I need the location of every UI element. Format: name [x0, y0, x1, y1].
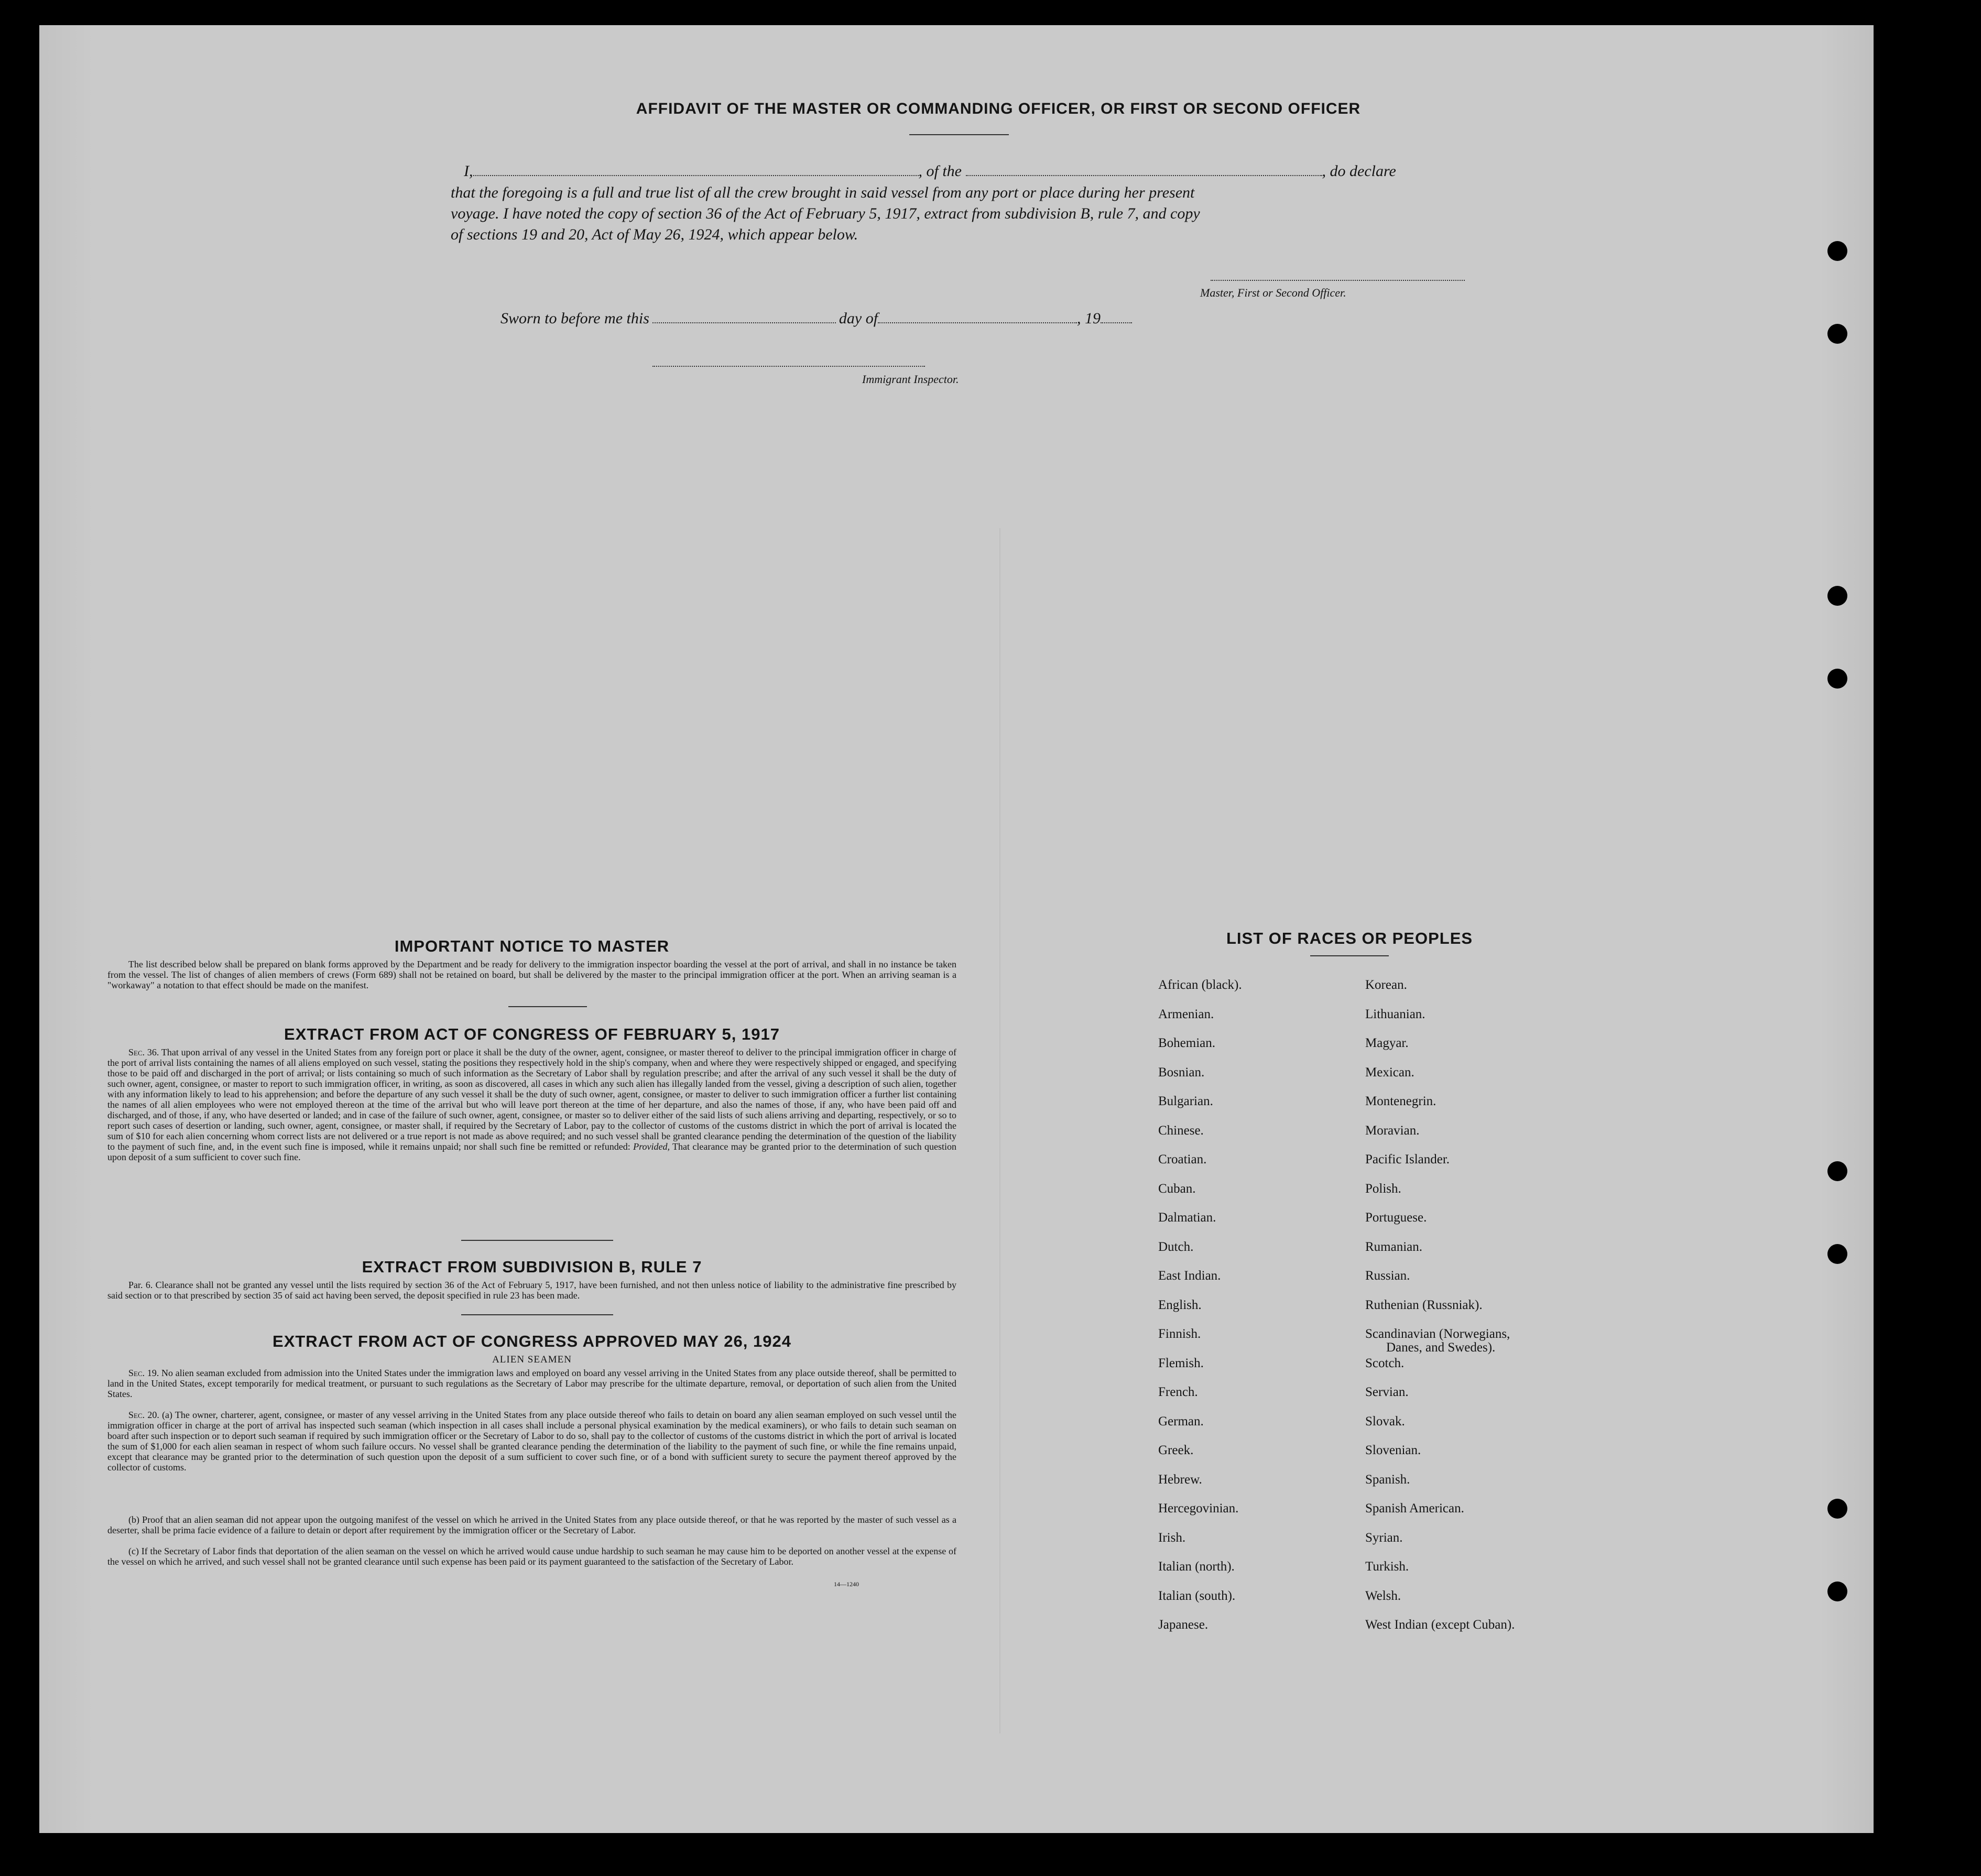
race-entry: Mexican. [1365, 1065, 1414, 1079]
notice-title: IMPORTANT NOTICE TO MASTER [394, 937, 670, 955]
form-number: 14—1240 [834, 1580, 859, 1588]
race-entry: Bosnian. [1158, 1065, 1205, 1079]
race-entry: Servian. [1365, 1385, 1409, 1399]
race-entry: French. [1158, 1385, 1198, 1399]
race-entry-continuation: Danes, and Swedes). [1386, 1340, 1496, 1355]
race-entry: Moravian. [1365, 1123, 1420, 1138]
punch-hole [1827, 1244, 1847, 1264]
race-entry: African (black). [1158, 978, 1242, 992]
extract-1917-text [107, 1047, 956, 1162]
race-entry: Russian. [1365, 1269, 1410, 1283]
inspector-signature-label: Immigrant Inspector. [862, 373, 959, 386]
document-page [39, 25, 1874, 1833]
punch-hole [1827, 1581, 1847, 1601]
race-entry: Ruthenian (Russniak). [1365, 1297, 1483, 1312]
race-entry: West Indian (except Cuban). [1365, 1618, 1515, 1632]
race-entry: Hercegovinian. [1158, 1501, 1239, 1515]
races-title: LIST OF RACES OR PEOPLES [1226, 929, 1473, 947]
affidavit-line-3: voyage. I have noted the copy of section 36 of the Act of February 5, 1917, extract from subdivision B, rule 7, and copy [451, 205, 1200, 222]
race-entry: Croatian. [1158, 1152, 1207, 1166]
punch-hole [1827, 1161, 1847, 1181]
sec-20b-text: (b) Proof that an alien seaman did not appear upon the outgoing manifest of the vessel on which he arrived in the United States from any place outside thereof, or that he was reported by the master of such vessel as a deserter, shall be prima facie evidence of a failure to detain or deport after requirement by the immigration officer or the Secretary of Labor. [107, 1514, 956, 1535]
punch-hole [1827, 241, 1847, 261]
sec-36-proviso: That clearance may be granted prior to the determination of such question upon deposit of a sum sufficient to cover such fine. [107, 1141, 956, 1162]
sec-20c-text: (c) If the Secretary of Labor finds that deportation of the alien seaman on the vessel on which he arrived would cause undue hardship to such seaman he may cause him to be deported on another vessel at the expense of the vessel on which he arrived, and such vessel shall not be granted clearance until such expense has been paid or its payment guaranteed to the satisfaction of the Secretary of Labor. [107, 1546, 956, 1567]
race-entry: Slovenian. [1365, 1443, 1421, 1457]
race-entry: Armenian. [1158, 1007, 1214, 1021]
race-entry: Turkish. [1365, 1559, 1409, 1574]
race-entry: Montenegrin. [1365, 1094, 1436, 1108]
race-entry: Portuguese. [1365, 1210, 1427, 1225]
race-entry: Bulgarian. [1158, 1094, 1213, 1108]
sec-19-label: Sec. 19. [128, 1368, 159, 1378]
notice-divider [508, 1006, 587, 1007]
rule-7-text: Par. 6. Clearance shall not be granted any vessel until the lists required by section 36 of the Act of February 5, 1917, have been furnished, and not then unless notice of liability to the administrative fine prescribed by said section or to that prescribed by section 35 of said act having been served, the deposit specified in rule 23 has been made. [107, 1280, 956, 1301]
sec-20-label: Sec. 20. [128, 1410, 159, 1420]
provided-label: Provided, [633, 1141, 670, 1152]
race-entry: Welsh. [1365, 1588, 1401, 1603]
race-entry: Greek. [1158, 1443, 1194, 1457]
race-entry: Magyar. [1365, 1036, 1409, 1050]
race-entry: Flemish. [1158, 1356, 1204, 1370]
race-entry: Cuban. [1158, 1181, 1196, 1196]
race-entry: Lithuanian. [1365, 1007, 1425, 1021]
race-entry: Spanish American. [1365, 1501, 1464, 1515]
race-entry: Rumanian. [1365, 1239, 1423, 1254]
sworn-label: Sworn to before me this [500, 310, 649, 327]
sec-19-text: Sec. 19. No alien seaman excluded from admission into the United States under the immigration laws and employed on board any vessel arriving in the United States from any place outside thereof, shall be permitted to land in the United States, except temporarily for medical treatment, or pursuant to such regulations as the Secretary of Labor may prescribe for the ultimate departure, removal, or deportation of such alien from the United States. [107, 1368, 957, 1399]
extract-1917-title: EXTRACT FROM ACT OF CONGRESS OF FEBRUARY 5, 1917 [284, 1025, 780, 1043]
race-entry: Polish. [1365, 1181, 1401, 1196]
race-entry: Japanese. [1158, 1618, 1209, 1632]
race-entry: German. [1158, 1414, 1204, 1428]
race-entry: Scotch. [1365, 1356, 1405, 1370]
punch-hole [1827, 324, 1847, 344]
affidavit-line-4: of sections 19 and 20, Act of May 26, 1924, which appear below. [451, 226, 858, 243]
do-declare-label: , do declare [1322, 162, 1396, 180]
race-entry: Slovak. [1365, 1414, 1405, 1428]
page-fold [999, 528, 1000, 1733]
inspector-signature-line [652, 366, 925, 367]
race-entry: Finnish. [1158, 1327, 1201, 1341]
race-entry: Spanish. [1365, 1472, 1410, 1487]
race-entry: Syrian. [1365, 1530, 1403, 1545]
race-entry: Pacific Islander. [1365, 1152, 1450, 1166]
punch-hole [1827, 586, 1847, 606]
extract-1924-title: EXTRACT FROM ACT OF CONGRESS APPROVED MAY 26, 1924 [273, 1332, 791, 1350]
affidavit-title-underline [909, 134, 1009, 135]
sec-20a-text: Sec. 20. (a) The owner, charterer, agent, consignee, or master of any vessel arriving in the United States from any place outside thereof who fails to detain on board any alien seaman employed on such vessel until the immigration officer in charge at the port of arrival has inspected such seaman (which inspection in all cases shall include a personal physical examination by the medical examiners), or who fails to detain such seaman on board after such inspection or to deport such seaman if required by such immigration officer or the Secretary of Labor to do so, shall pay to the collector of customs of the customs district in which the port of arrival is located the sum of $1,000 for each alien seaman in respect of whom such failure occurs. No vessel shall be granted clearance pending the determination of the liability to the payment of such fine, or while the fine remains unpaid, except that clearance may be granted prior to the determination of such question upon the deposit of a sum sufficient to cover such fine, or of a bond with sufficient surety to secure the payment thereof approved by the collector of customs. [107, 1410, 957, 1473]
race-entry: East Indian. [1158, 1269, 1221, 1283]
day-of-label: day of [839, 310, 878, 327]
extract-1917-divider [461, 1240, 613, 1241]
punch-hole [1827, 669, 1847, 689]
race-entry: Bohemian. [1158, 1036, 1216, 1050]
affidavit-title: AFFIDAVIT OF THE MASTER OR COMMANDING OFFICER, OR FIRST OR SECOND OFFICER [636, 100, 1361, 117]
rule-7-title: EXTRACT FROM SUBDIVISION B, RULE 7 [362, 1258, 702, 1276]
race-entry: Dutch. [1158, 1239, 1194, 1254]
race-entry: Irish. [1158, 1530, 1186, 1545]
master-signature-label: Master, First or Second Officer. [1200, 286, 1346, 299]
sec-36-text: That upon arrival of any vessel in the United States from any foreign port or place it shall be the duty of the owner, agent, consignee, or master thereof to deliver to the principal immigration officer in charge of the port of arrival lists containing the names of all aliens employed on such vessel, stating the positions they respectively hold in the ship's company, when and where they were respectively shipped or engaged, and specifying those to be paid off and discharged in the port of arrival; or lists containing so much of such information as the Secretary of Labor shall by regulation prescribe; and after the arrival of any such vessel it shall be the duty of such owner, agent, consignee, or master to report to such immigration officer, in writing, as soon as discovered, all cases in which any such alien has illegally landed from the vessel, giving a description of such alien, together with any information likely to lead to his apprehension; and before the departure of any such vessel it shall be the duty of such owner, agent, consignee, or master to deliver to such immigration officer a further list containing the names of all alien employees who were not employed thereon at the time of the arrival but who will leave port thereon at the time of her departure, and also the names of those, if any, who have been paid off and discharged, and of those, if any, who have deserted or landed; and in case of the failure of such owner, agent, consignee, or master so to deliver either of the said lists of such aliens arriving and departing, respectively, or so to report such cases of desertion or landing, such owner, agent, consignee, or master shall, if required by the Secretary of Labor, pay to the collector of customs of the customs district in which the port of arrival is located the sum of $10 for each alien concerning whom correct lists are not delivered or a true report is not made as above required; and no such vessel shall be granted clearance pending the determination of the question of the liability to the payment of such fine, and, in the event such fine is imposed, while it remains unpaid; nor shall such fine be remitted or refunded: [107, 1047, 956, 1152]
sworn-line [500, 310, 1132, 328]
master-signature-line [1211, 280, 1465, 281]
sec-36-label: Sec. 36. [128, 1047, 159, 1057]
race-entry: Hebrew. [1158, 1472, 1202, 1487]
race-entry: Chinese. [1158, 1123, 1204, 1138]
race-entry: English. [1158, 1297, 1202, 1312]
race-entry: Scandinavian (Norwegians, [1365, 1327, 1510, 1341]
of-the-label: , of the [918, 162, 962, 180]
notice-text: The list described below shall be prepared on blank forms approved by the Department and be ready for delivery to the immigration inspector boarding the vessel at the port of arrival, and shall in no instance be taken from the vessel. The list of changes of alien members of crews (Form 689) shall not be retained on board, but shall be delivered by the master to the principal immigration officer at the port. When an arriving seaman is a "workaway" a notation to that effect should be made on the manifest. [107, 959, 956, 990]
race-entry: Italian (north). [1158, 1559, 1235, 1574]
races-title-underline [1310, 955, 1389, 956]
punch-hole [1827, 1499, 1847, 1519]
i-label: I, [464, 162, 473, 180]
affidavit-first-line [464, 162, 1507, 180]
alien-seamen-subtitle: ALIEN SEAMEN [492, 1354, 572, 1365]
race-entry: Italian (south). [1158, 1588, 1236, 1603]
race-entry: Dalmatian. [1158, 1210, 1216, 1225]
race-entry: Korean. [1365, 978, 1407, 992]
year-label: , 19 [1077, 310, 1101, 327]
affidavit-line-2: that the foregoing is a full and true list of all the crew brought in said vessel from any port or place during her present [451, 184, 1195, 201]
rule-7-divider [461, 1314, 613, 1315]
